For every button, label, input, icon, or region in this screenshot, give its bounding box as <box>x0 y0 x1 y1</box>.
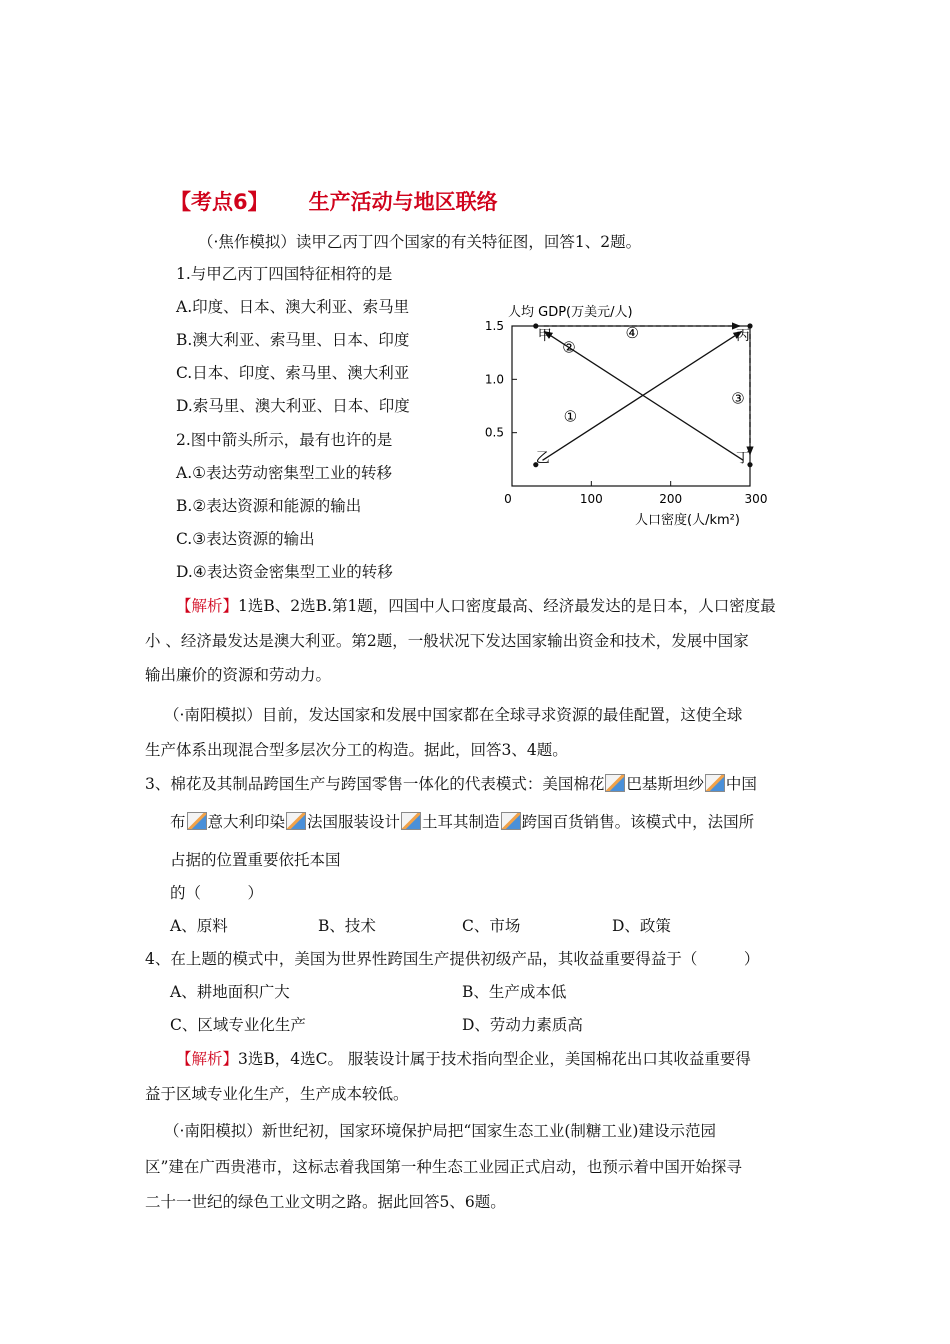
analysis-2-text-1: 3选B，4选C。 服装设计属于技术指向型企业，美国棉花出口其收益重要得 <box>238 1050 751 1068</box>
point-label: 丙 <box>736 328 750 344</box>
intro-2-line-1: （·南阳模拟）目前，发达国家和发展中国家都在全球寻求资源的最佳配置，这使全球 <box>164 706 743 724</box>
q3-text-2b: 意大利印染 <box>207 813 286 831</box>
arrow-label: ① <box>563 407 578 426</box>
y-tick-label: 0.5 <box>484 425 504 440</box>
q3-text-1a: 3、棉花及其制品跨国生产与跨国零售一体化的代表模式：美国棉花 <box>145 775 605 793</box>
intro-2-line-2: 生产体系出现混合型多层次分工的构造。据此，回答3、4题。 <box>145 741 568 759</box>
q2-option-c: C.③表达资源的输出 <box>176 530 315 548</box>
x-tick-label: 100 <box>579 492 603 506</box>
analysis-2-line-1 <box>176 1047 751 1069</box>
analysis-1-label: 【解析】 <box>176 597 239 615</box>
q1-option-c: C.日本、印度、索马里、澳大利亚 <box>176 364 410 382</box>
broken-image-icon <box>705 774 725 792</box>
section-heading: 生产活动与地区联络 <box>308 190 498 214</box>
q3-line-1 <box>145 772 757 794</box>
x-axis-label: 人口密度(人/km²) <box>635 513 740 528</box>
q3-text-1c: 中国 <box>725 775 757 793</box>
arrow-label: ④ <box>625 324 639 342</box>
q1-stem: 1.与甲乙丙丁四国特征相符的是 <box>176 265 393 283</box>
chart-ticks <box>485 319 768 506</box>
q4-option-a: A、耕地面积广大 <box>170 983 290 1001</box>
broken-image-icon <box>286 812 306 830</box>
broken-image-icon <box>401 812 421 830</box>
q3-option-d: D、政策 <box>612 917 671 935</box>
q4-stem: 4、在上题的模式中，美国为世界性跨国生产提供初级产品，其收益重要得益于（ ） <box>145 950 760 968</box>
q3-text-2e: 跨国百货销售。该模式中，法国所 <box>521 813 755 831</box>
x-tick-label: 0 <box>504 492 512 506</box>
q3-line-2 <box>170 810 754 832</box>
q2-option-d: D.④表达资金密集型工业的转移 <box>176 563 393 581</box>
q3-text-2c: 法国服装设计 <box>307 813 401 831</box>
broken-image-icon <box>605 774 625 792</box>
q3-option-c: C、市场 <box>462 917 521 935</box>
q3-option-a: A、原料 <box>170 917 228 935</box>
x-tick-label: 300 <box>744 492 768 506</box>
q1-option-b: B.澳大利亚、索马里、日本、印度 <box>176 331 410 349</box>
point-label: 甲 <box>537 328 552 344</box>
feature-chart <box>470 298 770 533</box>
q3-line-4: 的（ ） <box>170 884 264 902</box>
broken-image-icon <box>187 812 207 830</box>
arrow-label: ② <box>562 338 576 357</box>
q3-option-b: B、技术 <box>318 917 376 935</box>
point-label: 乙 <box>535 450 550 467</box>
q1-option-d: D.索马里、澳大利亚、日本、印度 <box>176 397 410 415</box>
intro-3-line-2: 区”建在广西贵港市，这标志着我国第一种生态工业园正式启动，也预示着中国开始探寻 <box>145 1158 742 1176</box>
x-tick-label: 200 <box>659 492 683 506</box>
q2-option-a: A.①表达劳动密集型工业的转移 <box>176 464 393 482</box>
q2-option-b: B.②表达资源和能源的输出 <box>176 497 362 515</box>
q3-text-2a: 布 <box>170 813 186 831</box>
q1-option-a: A.印度、日本、澳大利亚、索马里 <box>176 298 410 316</box>
section-tag: 【考点6】 <box>170 190 269 214</box>
broken-image-icon <box>501 812 521 830</box>
intro-1: （·焦作模拟）读甲乙丙丁四个国家的有关特征图，回答1、2题。 <box>198 233 642 251</box>
y-tick-label: 1.5 <box>484 319 504 333</box>
intro-3-line-3: 二十一世纪的绿色工业文明之路。据此回答5、6题。 <box>145 1193 506 1211</box>
q3-line-3: 占据的位置重要依托本国 <box>170 851 341 869</box>
point-label: 丁 <box>736 450 750 467</box>
analysis-2-line-2: 益于区域专业化生产，生产成本较低。 <box>145 1085 409 1103</box>
intro-3-line-1: （·南阳模拟）新世纪初，国家环境保护局把“国家生态工业(制糖工业)建设示范园 <box>164 1122 716 1140</box>
analysis-1-line-1 <box>176 594 776 616</box>
q3-text-2d: 土耳其制造 <box>422 813 500 831</box>
y-tick-label: 1.0 <box>484 372 504 387</box>
analysis-1-line-3: 输出廉价的资源和劳动力。 <box>145 666 332 684</box>
analysis-1-line-2: 小 、经济最发达是澳大利亚。第2题，一般状况下发达国家输出资金和技术，发展中国家 <box>145 632 749 650</box>
q4-option-d: D、劳动力素质高 <box>462 1016 583 1034</box>
section-title <box>170 186 498 216</box>
q2-stem: 2.图中箭头所示，最有也许的是 <box>176 431 393 449</box>
q4-option-c: C、区域专业化生产 <box>170 1016 306 1034</box>
analysis-1-text-1: 1选B、2选B.第1题，四国中人口密度最高、经济最发达的是日本，人口密度最 <box>238 597 776 615</box>
y-axis-label: 人均 GDP(万美元/人) <box>508 305 633 320</box>
arrow-label: ③ <box>731 389 745 408</box>
q3-text-1b: 巴基斯坦纱 <box>626 775 704 793</box>
chart-arrows <box>543 324 750 460</box>
analysis-2-label: 【解析】 <box>176 1050 239 1068</box>
q4-option-b: B、生产成本低 <box>462 983 567 1001</box>
